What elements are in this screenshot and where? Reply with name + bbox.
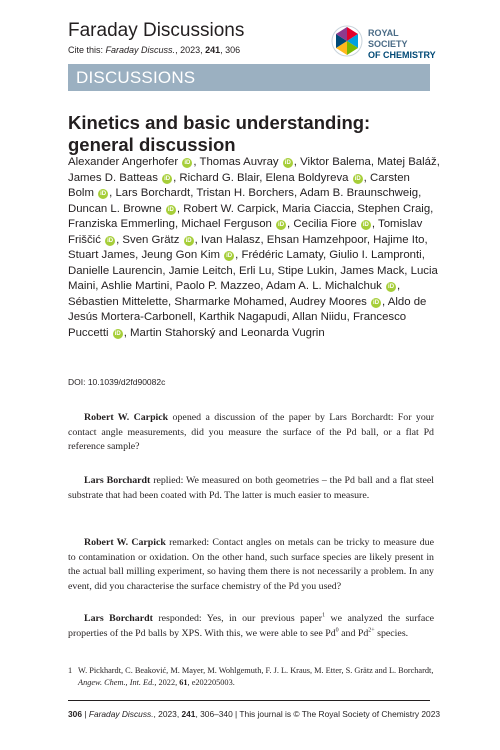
footer-year: , 2023, (153, 709, 182, 719)
author-name: Ashlie Martini (100, 280, 170, 292)
footnote-year: , 2022, (154, 678, 180, 687)
paragraph-text: we analyzed the surface properties of the Pd balls by XPS. With this, we were able to see Pd (68, 613, 434, 639)
author-name: Duncan L. Browne (68, 202, 162, 215)
author-name: Stipe Lukin (277, 264, 334, 277)
author-name: Sharmarke Mohamed (174, 295, 284, 308)
publisher-name (368, 28, 440, 61)
footnote-number: 1 (68, 666, 73, 675)
footnote-authors: W. Pickhardt, C. Beaković, M. Mayer, M. Wohlgemuth, F. J. L. Kraus, M. Etter, S. Grätz and L. Borchardt, (78, 666, 434, 675)
orcid-icon[interactable]: iD (362, 222, 369, 228)
orcid-icon[interactable]: iD (167, 206, 174, 213)
author-name: Lucia Maini (68, 264, 438, 292)
footer-pages: , 306–340 (195, 709, 233, 719)
author-name: Maria Ciaccia (282, 202, 351, 215)
publisher-logo (330, 24, 440, 60)
page-footer (68, 709, 441, 719)
author-name: Elena Boldyreva (265, 171, 349, 184)
author-name: James D. Batteas (68, 171, 158, 184)
doi: DOI: 10.1039/d2fd90082c (68, 377, 166, 387)
journal-name: Faraday Discussions (68, 20, 245, 41)
author-name: Karthik Nagapudi (199, 311, 287, 323)
discussion-paragraph (68, 474, 434, 503)
orcid-icon[interactable]: iD (373, 299, 380, 306)
orcid-icon[interactable]: iD (185, 237, 192, 244)
oxidation-state: 2+ (368, 627, 375, 634)
author-name: Aldo de Jesús Mortera-Carbonell (68, 295, 427, 323)
author-name: Tomislav Friščić (68, 218, 423, 246)
footer-volume: 241 (181, 709, 196, 719)
author-name: Adam A. L. Michalchuk (266, 280, 382, 292)
footer-rights: This journal is © The Royal Society of Chemistry 2023 (239, 709, 441, 719)
publisher-line-1: ROYAL SOCIETY (368, 28, 408, 49)
footnote-journal: Angew. Chem., Int. Ed. (78, 678, 155, 687)
author-name: Erli Lu (239, 264, 272, 277)
discussion-paragraph (68, 536, 434, 594)
orcid-icon[interactable]: iD (107, 237, 114, 244)
footnote-volume: 61 (179, 678, 188, 687)
section-banner (68, 64, 430, 91)
author-name: Lars Borchardt (115, 187, 191, 199)
author-list: Alexander Angerhofer iD , Thomas Auvray iD , Viktor Balema, Matej Baláž, James D. Batteas iD , Richard G. Blair, Elena Boldyreva iD , Carsten Bolm iD , Lars Borchardt, Tristan H. Borchers, Adam B. Braunschweig, Duncan L. Browne iD , Robert W. Carpick, Maria Ciaccia, Stephen Craig, Franziska Emmerling, Michael Ferguson iD , Cecilia Fiore iD , Tomislav Friščić iD , Sven Grätz iD , Ivan Halasz, Ehsan Hamzehpoor, Hajime Ito, Stuart James, Jeung Gon Kim iD , Frédéric Lamaty, Giulio I. Lampronti, Danielle Laurencin, Jamie Leitch, Erli Lu, Stipe Lukin, James Mack, Lucia Maini, Ashlie Martini, Paolo P. Mazzeo, Adam A. L. Michalchuk iD , Sébastien Mittelette, Sharmarke Mohamed, Audrey Moores iD , Aldo de Jesús Mortera-Carbonell, Karthik Nagapudi, Allan Niidu, Francesco Puccetti iD , Martin Stahorský and Leonarda Vugrin (68, 156, 440, 339)
author-name: Danielle Laurencin (68, 264, 163, 277)
speaker-name: Robert W. Carpick (84, 537, 166, 548)
author-name: Cecilia Fiore (293, 218, 357, 230)
orcid-icon[interactable]: iD (388, 284, 395, 290)
author-name: Frédéric Lamaty (241, 249, 323, 261)
section-label: DISCUSSIONS (76, 68, 196, 87)
author-name: Paolo P. Mazzeo (175, 280, 261, 292)
orcid-icon[interactable]: iD (354, 175, 361, 182)
speaker-name: Robert W. Carpick (84, 412, 169, 423)
author-name: Michael Ferguson (181, 218, 272, 230)
publisher-line-2: OF CHEMISTRY (368, 50, 436, 60)
oxidation-state: 0 (335, 627, 339, 634)
orcid-icon[interactable]: iD (100, 191, 107, 197)
author-name: Robert W. Carpick (183, 202, 276, 215)
author-name: Allan Niidu (292, 311, 347, 323)
author-name: Thomas Auvray (199, 156, 279, 168)
orcid-icon[interactable]: iD (278, 222, 285, 228)
orcid-icon[interactable]: iD (114, 330, 121, 337)
footnote-article: , e202205003. (187, 678, 235, 687)
author-name: Franziska Emmerling (68, 218, 175, 230)
footer-separator: | (232, 709, 240, 719)
discussion-paragraph (68, 612, 434, 641)
cite-journal: Faraday Discuss. (105, 45, 176, 55)
paragraph-text: responded: Yes, in our previous paper (152, 613, 323, 624)
orcid-icon[interactable]: iD (226, 253, 233, 259)
speaker-name: Lars Borchardt (84, 475, 151, 486)
rsc-emblem-icon (330, 24, 364, 58)
author-name: James Mack (340, 264, 405, 277)
speaker-name: Lars Borchardt (84, 613, 153, 624)
author-name: Audrey Moores (289, 295, 367, 308)
discussion-paragraph (68, 411, 434, 455)
page-number: 306 (68, 709, 82, 719)
orcid-icon[interactable]: iD (284, 160, 291, 166)
footer-separator: | (81, 709, 89, 719)
author-name: Stuart James (68, 249, 136, 261)
author-name: Richard G. Blair (179, 171, 260, 184)
paragraph-text: opened a discussion of the paper by Lars Borchardt: For your contact angle measurements, did you measure the surface of the Pd ball, or a flat Pd reference sample? (68, 412, 434, 452)
author-name: Leonarda Vugrin (240, 326, 325, 339)
author-name: Stephen Craig (357, 202, 431, 215)
citation-line (68, 45, 240, 55)
author-name: Hajime Ito (373, 233, 425, 246)
reference-marker[interactable]: 1 (322, 612, 326, 619)
orcid-icon[interactable]: iD (164, 175, 171, 182)
author-name: Ivan Halasz (200, 233, 261, 246)
author-name: Matej Baláž (377, 156, 437, 168)
author-name: Francesco Puccetti (68, 311, 407, 339)
author-name: Adam B. Braunschweig (299, 187, 419, 199)
cite-label: Cite this: (68, 45, 104, 55)
cite-volume: 241 (205, 45, 221, 55)
author-name: Jeung Gon Kim (141, 249, 220, 261)
author-name: Tristan H. Borchers (196, 187, 295, 199)
footnote (68, 665, 434, 689)
footer-divider (68, 700, 430, 701)
paragraph-text: replied: We measured on both geometries – the Pd ball and a flat steel substrate that had been coated with Pd. The latter is much easier to measure. (68, 475, 434, 501)
author-name: Alexander Angerhofer (68, 156, 179, 168)
author-name: Jamie Leitch (168, 264, 233, 277)
footer-journal: Faraday Discuss. (88, 709, 154, 719)
author-name: Sven Grätz (122, 233, 180, 246)
orcid-icon[interactable]: iD (184, 160, 191, 166)
author-name: Carsten Bolm (68, 171, 410, 199)
article-title: Kinetics and basic understanding: general discussion (68, 112, 371, 155)
author-name: Viktor Balema (300, 156, 371, 168)
cite-year: , 2023, (175, 45, 206, 55)
author-name: Martin Stahorský (130, 326, 216, 339)
paragraph-text: species. (374, 627, 409, 639)
cite-pages: , 306 (220, 45, 241, 55)
paragraph-text: and Pd (338, 627, 369, 639)
author-name: Sébastien Mittelette (68, 295, 169, 308)
author-name: Ehsan Hamzehpoor (266, 233, 367, 246)
paragraph-text: remarked: Contact angles on metals can be tricky to measure due to contamination or oxidation. On the other hand, such surface species are likely present in the actual ball milling experiment, so having them there is not necessarily a problem. In any event, did you characterise the surface chemistry of the Pd you used? (68, 537, 434, 592)
author-name: Giulio I. Lampronti (329, 249, 422, 261)
